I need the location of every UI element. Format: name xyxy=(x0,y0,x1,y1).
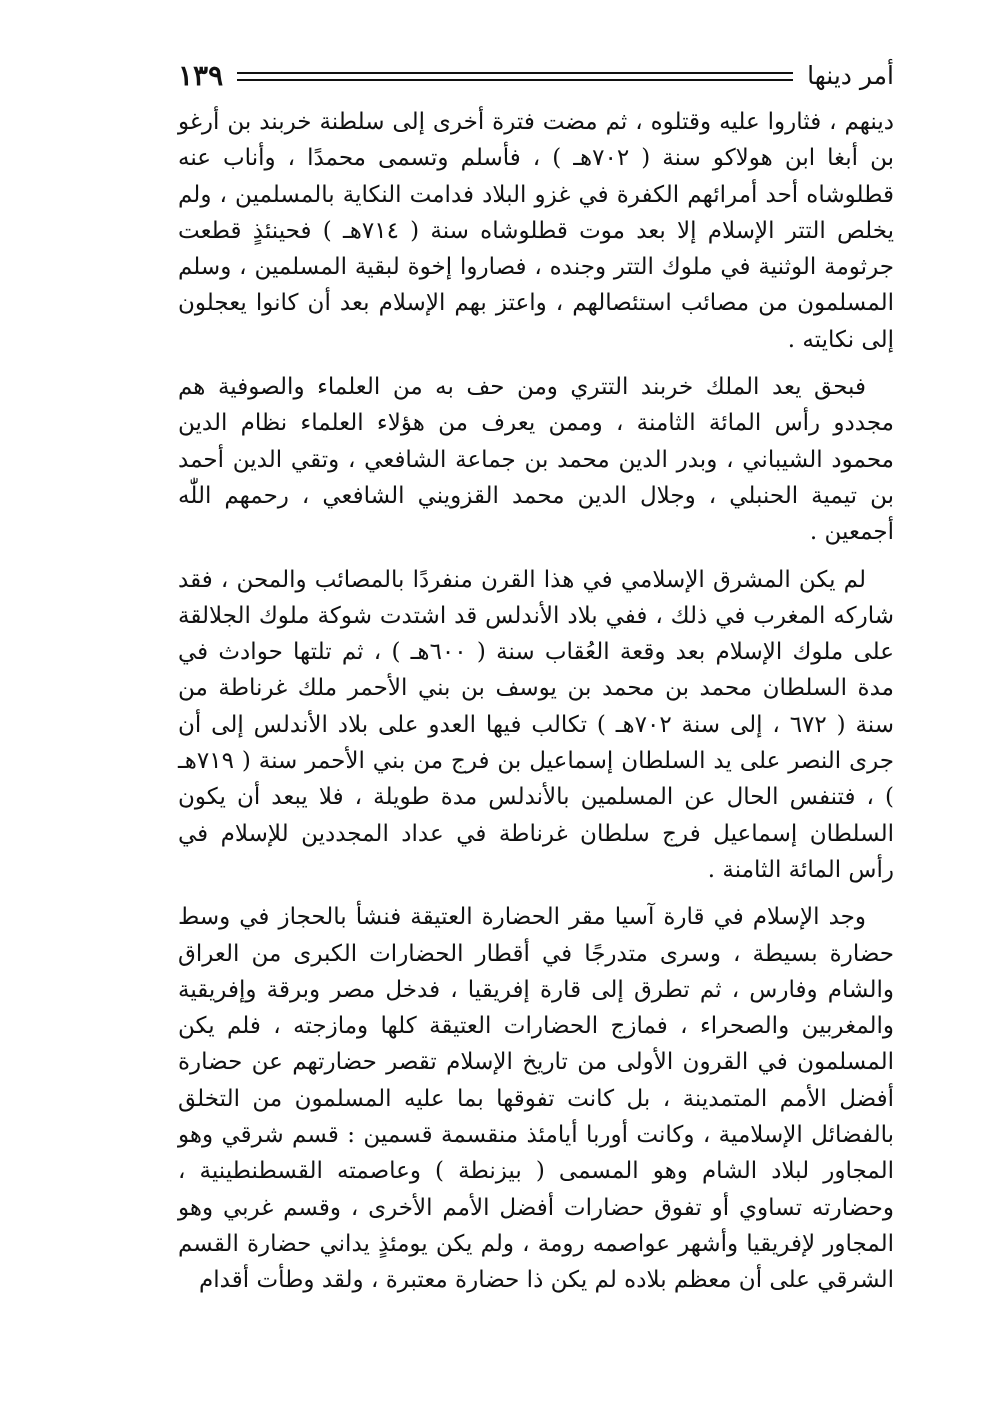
paragraph-1: دينهم ، فثاروا عليه وقتلوه ، ثم مضت فترة أخرى إلى سلطنة خربند بن أرغو بن أبغا ابن هولاكو سنة ( ٧٠٢هـ ) ، فأسلم وتسمى محمدًا ، وأناب عنه قطلوشاه أحد أمرائهم الكفرة في غزو البلاد فدامت النكاية بالمسلمين ، ولم يخلص التتر الإسلام إلا بعد موت قطلوشاه سنة ( ٧١٤هـ ) فحينئذٍ قطعت جرثومة الوثنية في ملوك التتر وجنده ، فصاروا إخوة لبقية المسلمين ، وسلم المسلمون من مصائب استئصالهم ، واعتز بهم الإسلام بعد أن كانوا يعجلون إلى نكايته . xyxy=(178,109,894,353)
body-text xyxy=(178,104,894,1299)
page-number: ١٣٩ xyxy=(178,59,224,92)
paragraph-2: فبحق يعد الملك خربند التتري ومن حف به من العلماء والصوفية هم مجددو رأس المائة الثامنة ، وممن يعرف من هؤلاء العلماء نظام الدين محمود الشيباني ، وبدر الدين محمد بن جماعة الشافعي ، وتقي الدين أحمد بن تيمية الحنبلي ، وجلال الدين محمد القزويني الشافعي ، رحمهم اللّٰه أجمعين . xyxy=(178,374,894,546)
page-header xyxy=(178,52,894,100)
header-double-rule xyxy=(237,72,793,81)
paragraph-3: لم يكن المشرق الإسلامي في هذا القرن منفردًا بالمصائب والمحن ، فقد شاركه المغرب في ذلك ، ففي بلاد الأندلس قد اشتدت شوكة ملوك الجلالقة على ملوك الإسلام بعد وقعة العُقاب سنة ( ٦٠٠هـ ) ، ثم تلتها حوادث في مدة السلطان محمد بن محمد بن يوسف بن بني الأحمر ملك غرناطة من سنة ( ٦٧٢ ، إلى سنة ٧٠٢هـ ) تكالب فيها العدو على بلاد الأندلس إلى أن جرى النصر على يد السلطان إسماعيل بن فرج من بني الأحمر سنة ( ٧١٩هـ ) ، فتنفس الحال عن المسلمين بالأندلس مدة طويلة ، فلا يبعد أن يكون السلطان إسماعيل فرج سلطان غرناطة في عداد المجددين للإسلام في رأس المائة الثامنة . xyxy=(178,566,895,883)
paragraph-4: وجد الإسلام في قارة آسيا مقر الحضارة العتيقة فنشأ بالحجاز في وسط حضارة بسيطة ، وسرى متدرجًا في أقطار الحضارات الكبرى من العراق والشام وفارس ، ثم تطرق إلى قارة إفريقيا ، فدخل مصر وبرقة وإفريقية والمغربين والصحراء ، فمازج الحضارات العتيقة كلها ومازجته ، فلم يكن المسلمون في القرون الأولى من تاريخ الإسلام تقصر حضارتهم عن حضارة أفضل الأمم المتمدينة ، بل كانت تفوقها بما عليه المسلمون من التخلق بالفضائل الإسلامية ، وكانت أوربا أيامئذ منقسمة قسمين : قسم شرقي وهو المجاور لبلاد الشام وهو المسمى ( بيزنطة ) وعاصمته القسطنطينية ، وحضارته تساوي أو تفوق حضارات أفضل الأمم الأخرى ، وقسم غربي وهو المجاور لإفريقيا وأشهر عواصمه رومة ، ولم يكن يومئذٍ يداني حضارة القسم الشرقي على أن معظم بلاده لم يكن ذا حضارة معتبرة ، ولقد وطأت أقدام xyxy=(178,904,894,1294)
running-head: أمر دينها xyxy=(807,61,894,90)
book-page xyxy=(178,52,894,1352)
